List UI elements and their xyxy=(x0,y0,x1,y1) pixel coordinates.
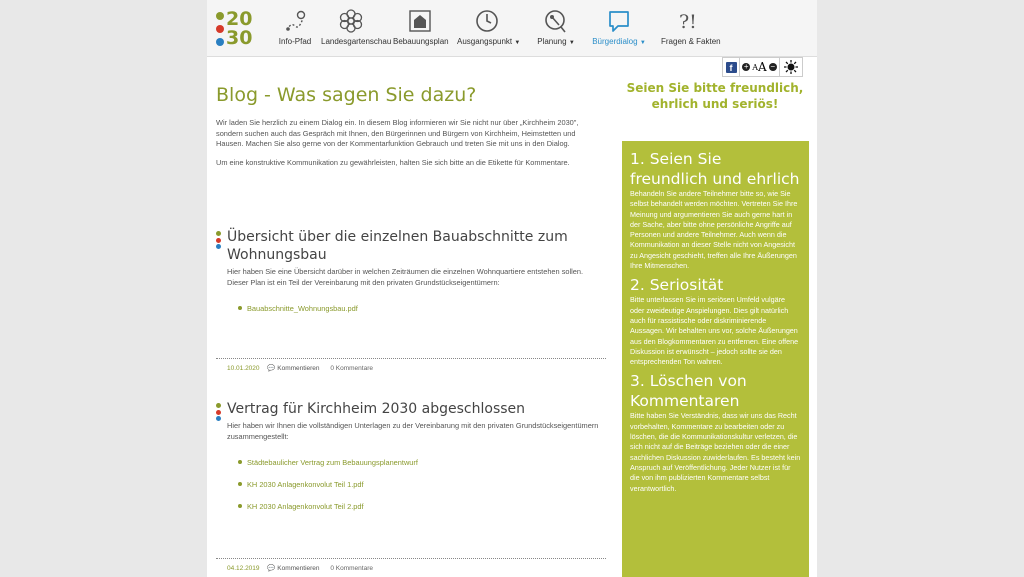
logo-dot-green xyxy=(216,12,224,20)
logo-number-bottom: 30 xyxy=(226,27,253,49)
comments-icon: 💬 xyxy=(267,365,276,372)
post-meta xyxy=(216,358,606,372)
chevron-down-icon: ▼ xyxy=(568,40,575,46)
chevron-down-icon: ▼ xyxy=(639,40,646,46)
comment-link[interactable] xyxy=(267,365,319,372)
font-large-label: A xyxy=(758,60,767,74)
post-title[interactable] xyxy=(216,400,606,418)
comment-link-label: Kommentieren xyxy=(277,365,320,372)
sidebar-heading: Seien Sie bitte freundlich, ehrlich und seriös! xyxy=(626,81,804,111)
logo-dot-blue xyxy=(216,38,224,46)
blog-post xyxy=(216,228,606,326)
nav-label-text: Bürgerdialog xyxy=(592,37,638,46)
compass-icon xyxy=(544,8,568,34)
etiquette-section-title: 2. Seriosität xyxy=(630,276,724,295)
right-background xyxy=(817,0,1024,577)
post-date: 10.01.2020 xyxy=(227,365,260,372)
attachment-link[interactable]: Bauabschnitte_Wohnungsbau.pdf xyxy=(238,304,606,313)
post-title[interactable] xyxy=(216,228,606,264)
attachment-link[interactable]: KH 2030 Anlagenkonvolut Teil 2.pdf xyxy=(238,502,606,511)
nav-label xyxy=(457,37,521,46)
main-content xyxy=(216,80,606,572)
attachment-list xyxy=(216,458,606,511)
nav-label: Fragen & Fakten xyxy=(661,37,721,46)
comment-count: 0 Kommentare xyxy=(330,565,373,572)
comment-link-label: Kommentieren xyxy=(277,565,320,572)
nav-ausgangspunkt[interactable] xyxy=(457,8,521,52)
font-size-controls xyxy=(740,58,780,76)
nav-label: Info-Pfad xyxy=(278,37,312,46)
attachment-link[interactable]: Städtebaulicher Vertrag zum Bebauungsplanentwurf xyxy=(238,458,606,467)
nav-label-text: Planung xyxy=(537,37,567,46)
svg-text:?!: ?! xyxy=(679,11,697,33)
post-bullets-icon xyxy=(216,403,221,423)
etiquette-box xyxy=(622,141,809,577)
site-header xyxy=(207,0,817,57)
flower-icon xyxy=(339,8,363,34)
post-body: Hier haben wir Ihnen die vollständigen Unterlagen zu der Vereinbarung mit den privaten Grundstückseigentümern zusammengestellt: xyxy=(227,421,599,441)
contrast-toggle-button[interactable] xyxy=(780,58,802,76)
accessibility-toolbar xyxy=(722,57,803,77)
nav-label-text: Ausgangspunkt xyxy=(457,37,513,46)
nav-fragen-fakten[interactable] xyxy=(661,8,721,52)
question-exclaim-icon xyxy=(677,8,701,34)
nav-info-pfad[interactable] xyxy=(273,8,317,52)
post-title-text: Vertrag für Kirchheim 2030 abgeschlossen xyxy=(227,401,526,417)
font-increase-button[interactable]: + xyxy=(743,62,749,71)
etiquette-section-title: 3. Löschen von Kommentaren xyxy=(630,372,747,411)
nav-label: Landesgartenschau xyxy=(321,37,392,46)
page-title: Blog - Was sagen Sie dazu? xyxy=(216,84,477,106)
left-background xyxy=(0,0,207,577)
speech-bubble-icon xyxy=(607,8,631,34)
comment-link[interactable] xyxy=(267,565,319,572)
comments-icon: 💬 xyxy=(267,565,276,572)
post-date: 04.12.2019 xyxy=(227,565,260,572)
logo-2030[interactable] xyxy=(216,9,256,49)
blog-intro xyxy=(216,118,606,168)
logo-dot-red xyxy=(216,25,224,33)
etiquette-section-text: Behandeln Sie andere Teilnehmer bitte so, wie Sie selbst behandelt werden möchten. Vertreten Sie Ihre Meinung und argumentieren Sie auch gerne hart in der Sache, aber bitte ohne persönliche Angriffe auf Personen und andere Teilnehmer. Auch wenn die Kommunikation an dieser Stelle nicht von Angesicht zu Angesicht geschieht, treffen alle Ihre Äußerungen Ihre Mitmenschen. xyxy=(630,189,798,271)
contrast-sun-icon xyxy=(784,60,798,74)
attachment-link[interactable]: KH 2030 Anlagenkonvolut Teil 1.pdf xyxy=(238,480,606,489)
blog-post xyxy=(216,400,606,524)
chevron-down-icon: ▼ xyxy=(514,40,521,46)
etiquette-section-text: Bitte haben Sie Verständnis, dass wir uns das Recht vorbehalten, Kommentare zu bearbeiten oder zu löschen, die die Kommunikationskultur verletzen, die sich nicht auf die Beiträge beziehen oder die einer sachlichen Diskussion zuwiderlaufen. Es besteht kein Anspruch auf Veröffentlichung. Jeder Nutzer ist für die von ihm publizierten Kommentare selbst verantwortlich. xyxy=(630,411,801,493)
nav-label xyxy=(531,37,581,46)
intro-paragraph: Um eine konstruktive Kommunikation zu gewährleisten, halten Sie sich bitte an die Etikette für Kommentare. xyxy=(216,157,570,167)
nav-landesgartenschau[interactable] xyxy=(321,8,392,52)
map-pin-path-icon xyxy=(283,8,307,34)
etiquette-section-text: Bitte unterlassen Sie im seriösen Umfeld vulgäre oder zweideutige Anspielungen. Dies gilt natürlich auch für rassistische oder diskriminierende Aussagen. Wir behalten uns vor, solche Äußerungen aus den Blogkommentaren zu entfernen. Eine offene Diskussion ist erwünscht – jedoch sollte sie den entsprechenden Ton wahren. xyxy=(630,295,799,367)
nav-bebauungsplan[interactable] xyxy=(393,8,447,52)
facebook-icon: f xyxy=(726,62,737,73)
nav-label: Bebauungsplan xyxy=(393,37,449,46)
post-body: Hier haben Sie eine Übersicht darüber in welchen Zeiträumen die einzelnen Wohnquartiere entstehen sollen. Dieser Plan ist ein Teil der Vereinbarung mit den privaten Grundstückseigentümern: xyxy=(227,267,584,287)
comment-count: 0 Kommentare xyxy=(330,365,373,372)
post-bullets-icon xyxy=(216,231,221,251)
nav-buergerdialog[interactable] xyxy=(591,8,647,52)
post-title-text: Übersicht über die einzelnen Bauabschnitte zum Wohnungsbau xyxy=(227,229,568,263)
logo-number-top: 20 xyxy=(226,8,253,30)
page xyxy=(207,0,817,577)
post-meta xyxy=(216,558,606,572)
etiquette-section-title: 1. Seien Sie freundlich und ehrlich xyxy=(630,150,800,188)
nav-label xyxy=(591,37,647,46)
attachment-list xyxy=(216,304,606,313)
font-small-label: A xyxy=(752,62,759,72)
etiquette-sidebar xyxy=(621,80,809,493)
font-decrease-button[interactable]: − xyxy=(770,62,776,71)
intro-paragraph: Wir laden Sie herzlich zu einem Dialog ein. In diesem Blog informieren wir Sie nicht nur über „Kirchheim 2030", sondern suchen auch das Gespräch mit Ihnen, den Bürgerinnen und Bürgern von Kirchheim, Heimstetten und Hausen. Machen Sie also gerne von der Kommentarfunktion Gebrauch und treten Sie mit uns in den Dialog. xyxy=(216,118,579,148)
clock-icon xyxy=(475,8,499,34)
facebook-button[interactable] xyxy=(723,58,740,76)
house-frame-icon xyxy=(408,8,432,34)
nav-planung[interactable] xyxy=(531,8,581,52)
